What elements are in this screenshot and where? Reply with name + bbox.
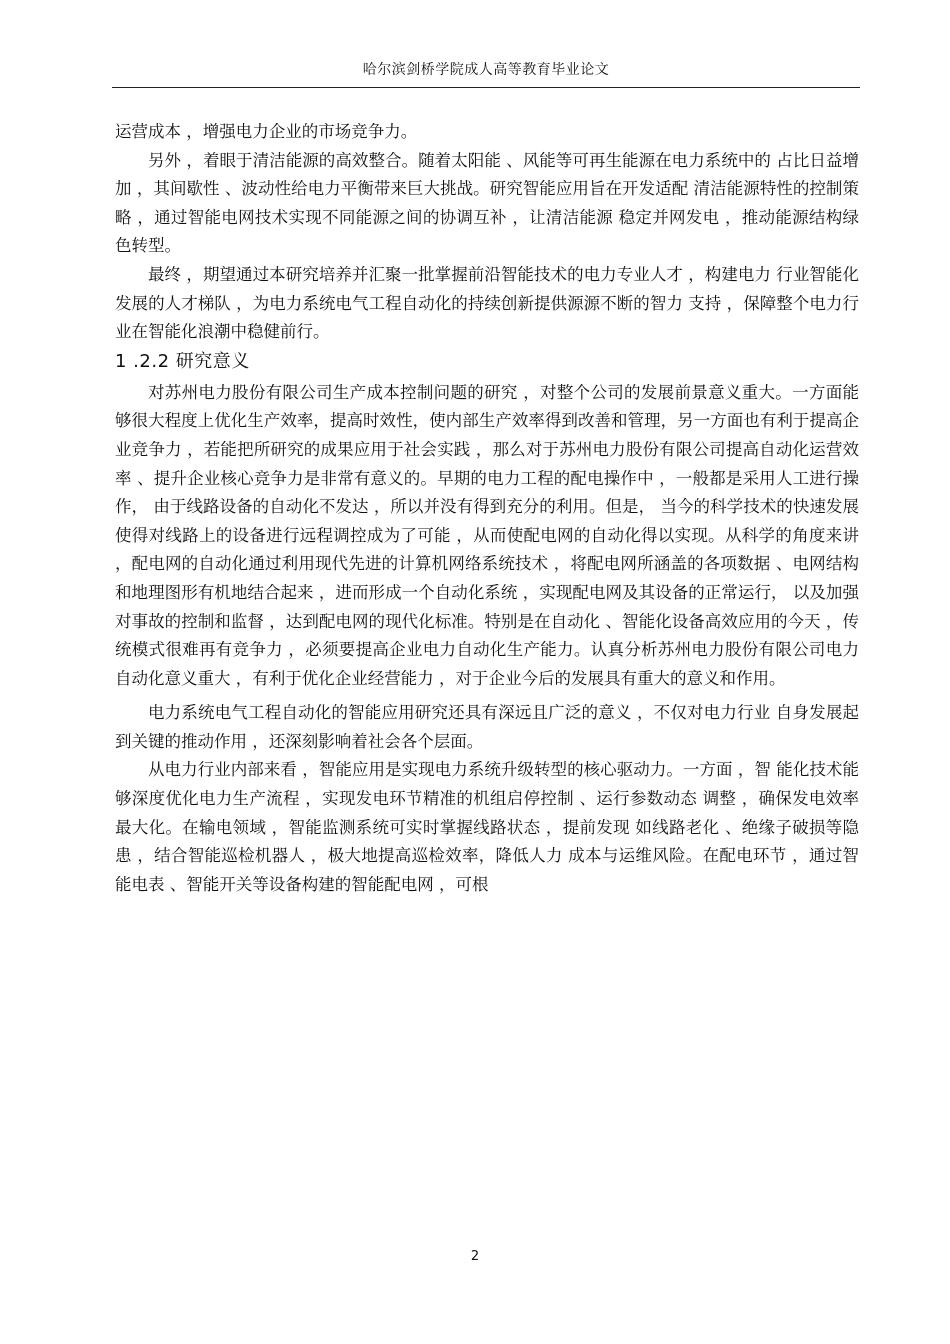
paragraph-broad-significance: 电力系统电气工程自动化的智能应用研究还具有深远且广泛的意义 ，不仅对电力行业 自身发展起到关键的推动作用 ，还深刻影响着社会各个层面。 [115, 703, 859, 751]
header-divider [112, 87, 860, 88]
paragraph-industry-view: 从电力行业内部来看 ，智能应用是实现电力系统升级转型的核心驱动力。一方面 ，智 能化技术能够深度优化电力生产流程 ，实现发电环节精准的机组启停控制 、运行参数动态 调整 ，确保发电效率最大化。在输电领域 ，智能监测系统可实时掌握线路状态 ，提前发现 如线路老化 、绝缘子破损等隐患 ，结合智能巡检机器人 ，极大地提高巡检效率，降低人力 成本与运维风险。在配电环节 ，通过智能电表 、智能开关等设备构建的智能配电网 ，可根 [115, 760, 859, 894]
body-text [115, 118, 859, 899]
page-number: 2 [470, 1249, 480, 1264]
paragraph-talent: 最终 ，期望通过本研究培养并汇聚一批掌握前沿智能技术的电力专业人才 ，构建电力 行业智能化发展的人才梯队 ，为电力系统电气工程自动化的持续创新提供源源不断的智力 支持 ，保障整个电力行业在智能化浪潮中稳健前行。 [115, 264, 859, 342]
running-header: 哈尔滨剑桥学院成人高等教育毕业论文 [362, 62, 610, 78]
paragraph-continuation: 运营成本 ，增强电力企业的市场竞争力。 [115, 122, 418, 141]
section-heading: 1 .2.2 研究意义 [115, 350, 250, 372]
paragraph-research-significance: 对苏州电力股份有限公司生产成本控制问题的研究 ，对整个公司的发展前景意义重大。一方面能够很大程度上优化生产效率，提高时效性，使内部生产效率得到改善和管理，另一方面也有利于提高企业竞争力 ，若能把所研究的成果应用于社会实践 ，那么对于苏州电力股份有限公司提高自动化运营效率 、提升企业核心竞争力是非常有意义的。早期的电力工程的配电操作中 ，一般都是采用人工进行操作， 由于线路设备的自动化不发达 ，所以并没有得到充分的利用。但是， 当今的科学技术的快速发展使得对线路上的设备进行远程调控成为了可能 ，从而使配电网的自动化得以实现。从科学的角度来讲 ，配电网的自动化通过利用现代先进的计算机网络系统技术 ，将配电网所涵盖的各项数据 、电网结构和地理图形有机地结合起来 ，进而形成一个自动化系统 ，实现配电网及其设备的正常运行， 以及加强对事故的控制和监督 ，达到配电网的现代化标准。特别是在自动化 、智能化设备高效应用的今天 ，传统模式很难再有竞争力 ，必须要提高企业电力自动化生产能力。认真分析苏州电力股份有限公司电力自动化意义重大 ，有利于优化企业经营能力 ，对于企业今后的发展具有重大的意义和作用。 [115, 382, 859, 688]
paragraph-clean-energy: 另外 ，着眼于清洁能源的高效整合。随着太阳能 、风能等可再生能源在电力系统中的 占比日益增加 ，其间歇性 、波动性给电力平衡带来巨大挑战。研究智能应用旨在开发适配 清洁能源特性的控制策略 ，通过智能电网技术实现不同能源之间的协调互补 ，让清洁能源 稳定并网发电 ，推动能源结构绿色转型。 [115, 150, 859, 256]
